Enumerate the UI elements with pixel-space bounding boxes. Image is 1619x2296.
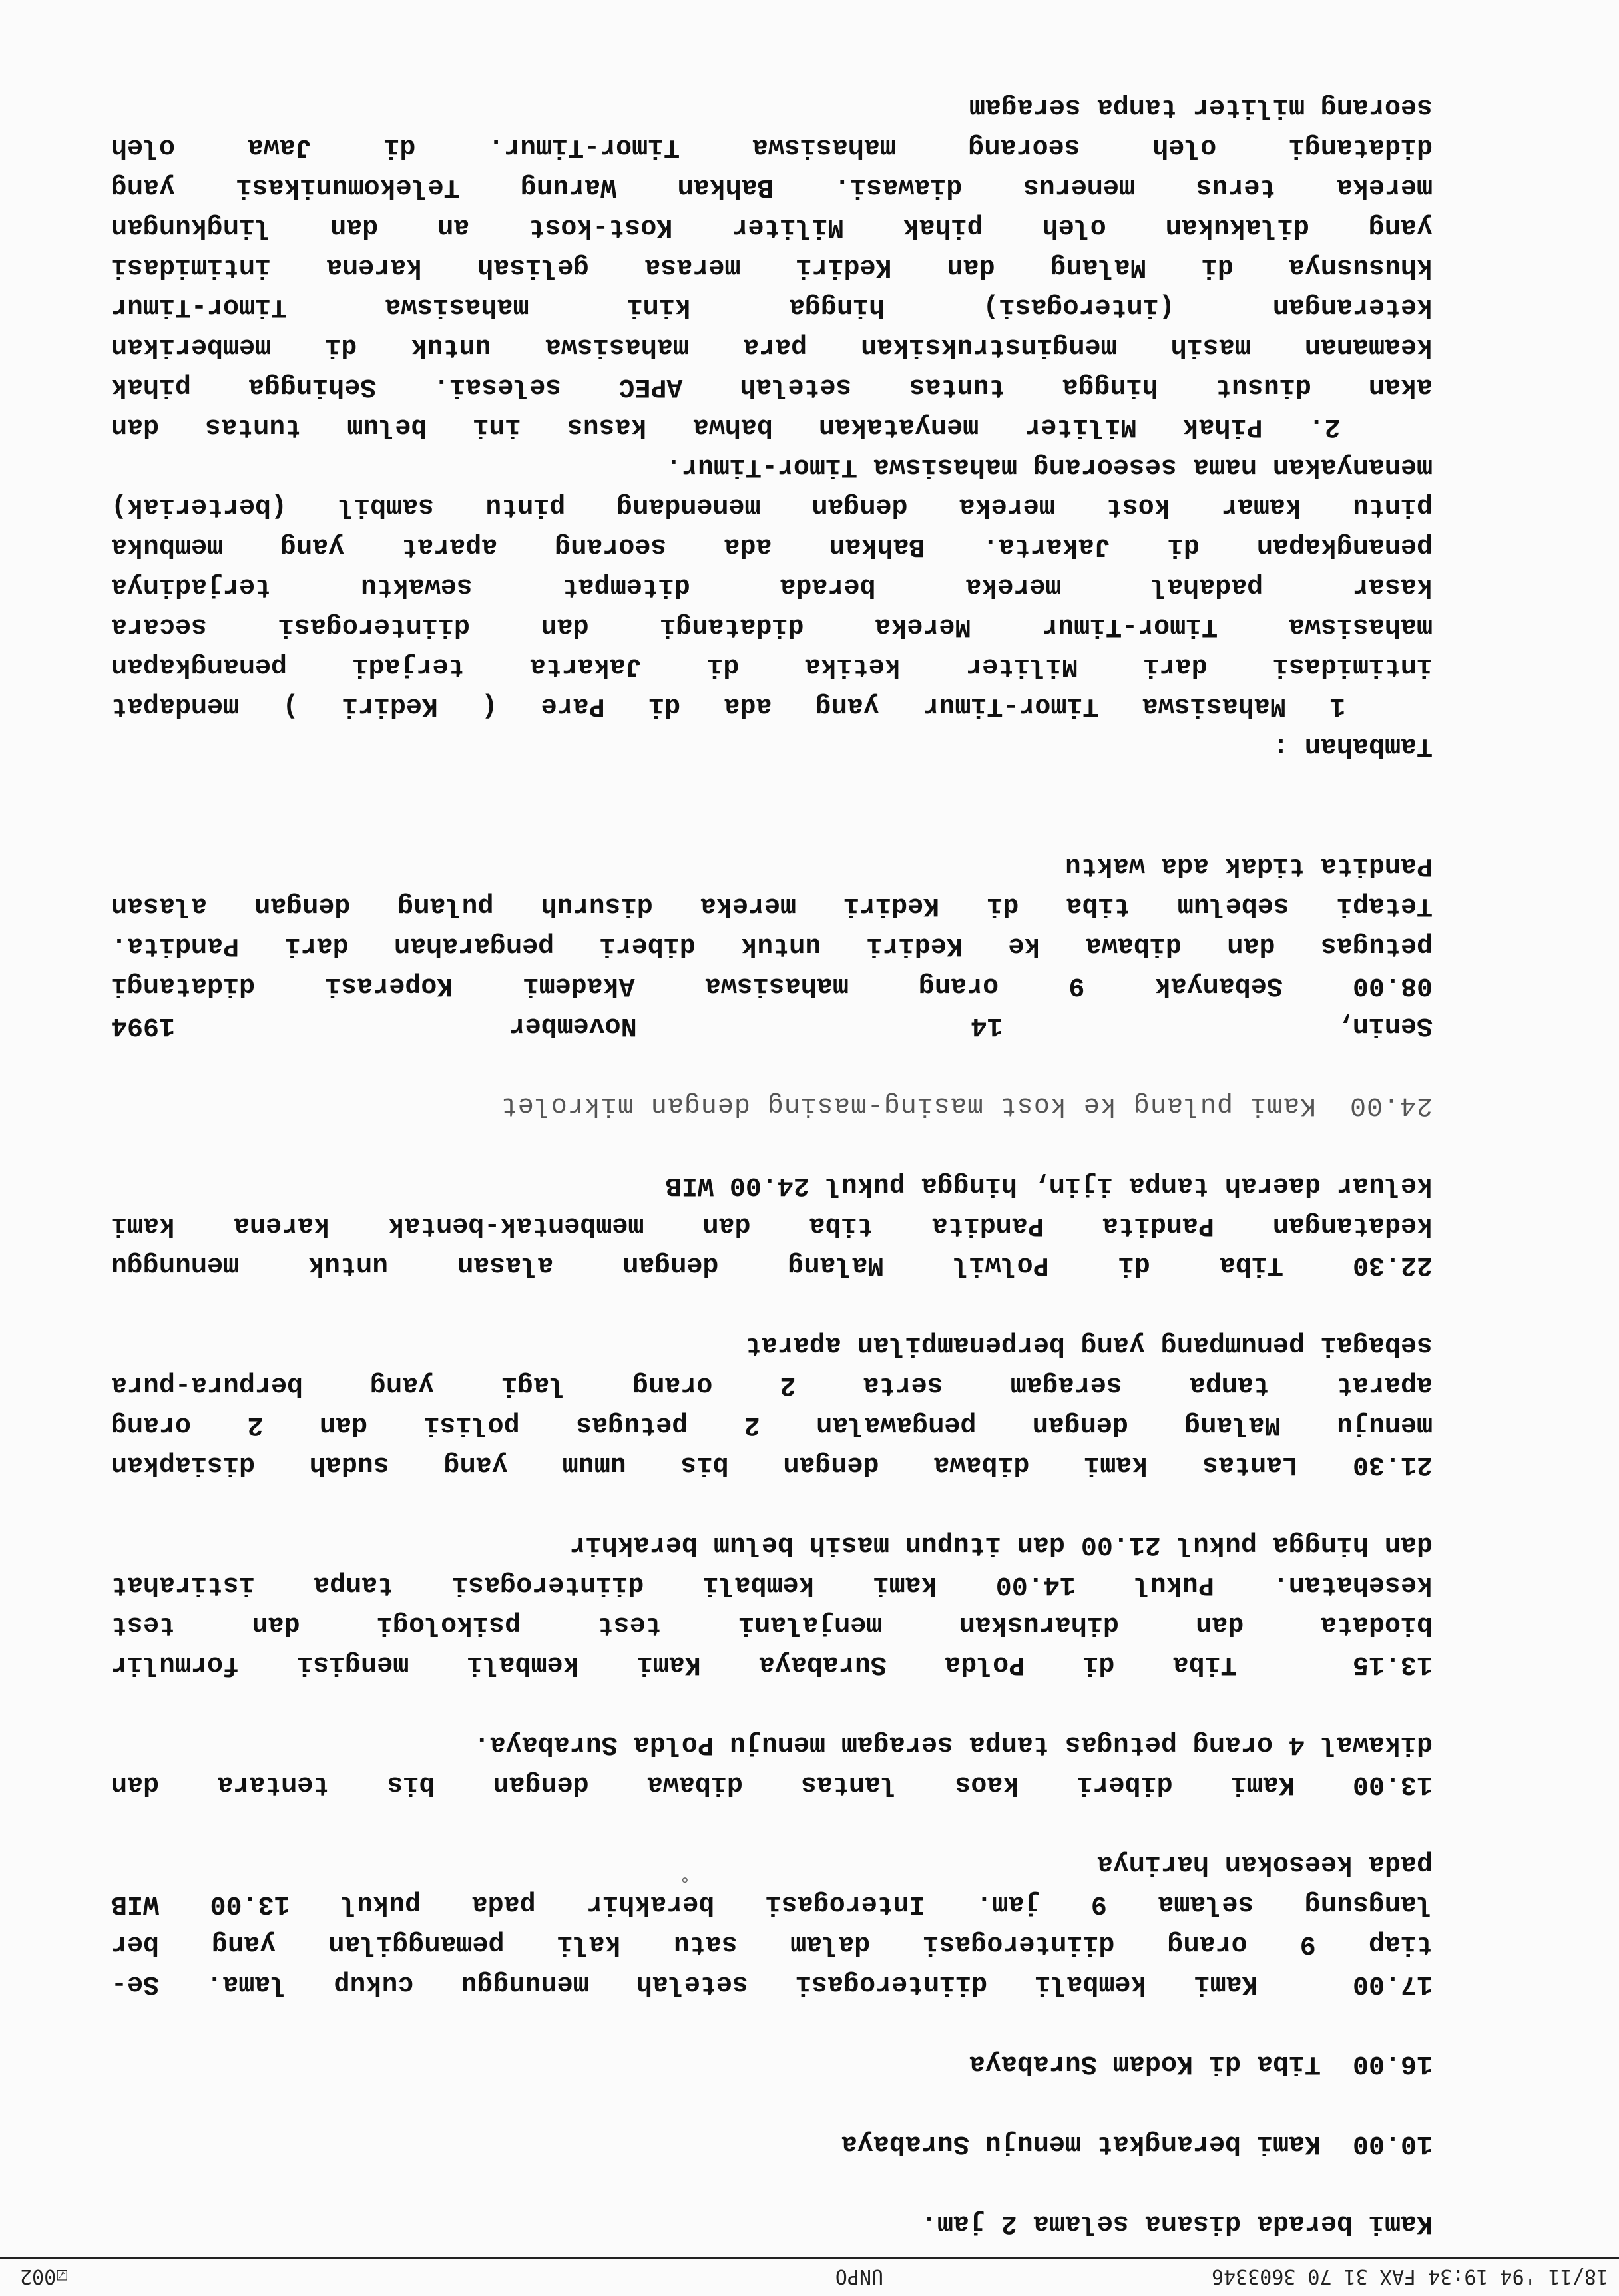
paragraph-gap xyxy=(111,2163,1433,2203)
text-line: 10.00 Kami berangkat menuju Surabaya xyxy=(841,2128,1433,2158)
text-line: aparat tanpa seragam serta 2 orang lagi yang berpura-pura xyxy=(111,1370,1433,1400)
paragraph xyxy=(111,1324,1433,1484)
text-line: 16.00 Tiba di Kodam Surabaya xyxy=(969,2048,1433,2078)
text-line: 1 Mahasiswa Timor-Timur yang ada di Pare ( Kediri ) mendapat xyxy=(111,691,1433,721)
paragraph-gap xyxy=(111,1684,1433,1724)
text-line: 08.00 Sebanyak 9 orang mahasiswa Akademi Koperasi didatangi xyxy=(111,970,1433,1000)
paragraph xyxy=(111,1724,1433,1804)
text-line: 24.00 Kami pulang ke kost masing-masing dengan mikrolet xyxy=(500,1090,1433,1120)
text-line: Senin, 14 November 1994 xyxy=(111,1010,1433,1040)
paragraph-gap xyxy=(111,2083,1433,2123)
text-line: keamanan masih menginstruksikan para mahasiswa untuk di memberikan xyxy=(111,331,1433,361)
fax-page-number: ☑002 xyxy=(20,2265,69,2288)
text-line: 22.30 Tiba di Polwil Malang dengan alasan untuk menunggu xyxy=(111,1250,1433,1280)
paragraph-gap xyxy=(111,1045,1433,1085)
text-line: kesehatan. Pukul 14.00 kami kembali diinterogasi tanpa istirahat xyxy=(111,1569,1433,1599)
paragraph-gap xyxy=(111,1484,1433,1524)
paragraph xyxy=(111,2123,1433,2163)
text-line: penangkapan di Jakarta. Bahkan ada seorang aparat yang membuka xyxy=(111,531,1433,561)
text-line: kedatangan Pandita Pandita tiba dan membentak-bentak karena kami xyxy=(111,1210,1433,1240)
paragraph xyxy=(111,2043,1433,2083)
text-line: seorang militer tanpa seragam xyxy=(969,92,1433,122)
text-line: keterangan (interogasi) hingga kini mahasiswa Timor-Timur xyxy=(111,291,1433,321)
fax-header-sender: UNPO xyxy=(835,2265,883,2288)
text-line: 2. Pihak Militer menyatakan bahwa kasus ini belum tuntas dan xyxy=(111,411,1433,441)
paragraph xyxy=(111,2203,1433,2243)
paragraph xyxy=(111,845,1433,1045)
paragraph xyxy=(111,87,1433,765)
text-line: 13.15 Tiba di Polda Surabaya Kami kembali mengisi formulir xyxy=(111,1649,1433,1679)
text-line: yang dilakukan oleh pihak Militer Kost-kost an dan lingkungan xyxy=(111,212,1433,242)
text-line: tiap 9 orang diinterogasi dalam satu kali pemanggilan yang ber xyxy=(111,1929,1433,1959)
paragraph-gap xyxy=(111,1125,1433,1165)
text-line: menuju Malang dengan pengawalan 2 petugas polisi dan 2 orang xyxy=(111,1410,1433,1439)
text-line: pada keesokan harinya xyxy=(1096,1849,1433,1879)
paragraph-gap xyxy=(111,1804,1433,1843)
document-body xyxy=(111,87,1433,2243)
paragraph xyxy=(111,1165,1433,1284)
text-line: menanyakan nama seseorang mahasiswa Timor-Timur. xyxy=(665,451,1433,481)
text-line: akan diusut hingga tuntas setelah APEC selesai. Sehingga pihak xyxy=(111,371,1433,401)
fax-header xyxy=(0,2257,1619,2296)
paragraph-gap xyxy=(111,2003,1433,2043)
text-line: biodata dan diharuskan menjalani test psikologi dan test xyxy=(111,1609,1433,1639)
text-line: dan hingga pukul 21.00 dan itupun masih belum berakhir xyxy=(569,1529,1433,1559)
text-line: 17.00 Kami kembali diinterogasi setelah menunggu cukup lama. Se- xyxy=(111,1969,1433,1999)
text-line: Pandita tidak ada waktu xyxy=(1064,851,1433,880)
text-line: langsung selama 9 jam. Interogasi berakhir pada pukul 13.00 WIB xyxy=(111,1889,1433,1919)
text-line: sebagai penumpang yang berpenampilan aparat xyxy=(745,1330,1433,1360)
text-line: keluar daerah tanpa ijin, hingga pukul 24.00 WIB xyxy=(665,1170,1433,1200)
scan-speck: ∘ xyxy=(679,1870,690,1890)
text-line: dikawal 4 orang petugas tanpa seragam menuju Polda Surabaya. xyxy=(473,1729,1433,1759)
paragraph xyxy=(111,1524,1433,1684)
text-line: Tetapi sebelum tiba di Kediri mereka disuruh pulang dengan alasan xyxy=(111,890,1433,920)
paragraph-gap xyxy=(111,1284,1433,1324)
paragraph-gap xyxy=(111,765,1433,845)
paragraph xyxy=(111,1843,1433,2003)
text-line: 13.00 Kami diberi kaos lantas dibawa dengan bis tentara dan xyxy=(111,1769,1433,1799)
text-line: Tambahan : xyxy=(1272,731,1433,761)
fax-header-left: 18/11 '94 19:34 FAX 31 70 3603346 xyxy=(1211,2265,1608,2288)
text-line: Kami berada disana selama 2 jam. xyxy=(921,2208,1433,2238)
text-line: 21.30 Lantas kami dibawa dengan bis umum yang sudah disiapkan xyxy=(111,1449,1433,1479)
text-line: didatangi oleh seorang mahasiswa Timor-Timur. di Jawa oleh xyxy=(111,132,1433,162)
paragraph xyxy=(111,1085,1433,1125)
text-line: khususnya di Malang dan Kediri merasa gelisah karena intimidasi xyxy=(111,252,1433,282)
text-line: petugas dan dibawa ke Kediri untuk diberi pengarahan dari Pandita. xyxy=(111,930,1433,960)
text-line: mahasiswa Timor-Timur Mereka didatangi dan diinterogasi secara xyxy=(111,611,1433,641)
text-line: pintu kamar kost mereka dengan menendang pintu sambil (berteriak) xyxy=(111,491,1433,521)
text-line: intimidasi dari Militer ketika di Jakarta terjadi penangkapan xyxy=(111,651,1433,681)
text-line: kasar padahal mereka berada ditempat sewaktu terjadinya xyxy=(111,571,1433,601)
text-line: mereka terus menerus diawasi. Bahkan Warung Telekomunikasi yang xyxy=(111,172,1433,202)
